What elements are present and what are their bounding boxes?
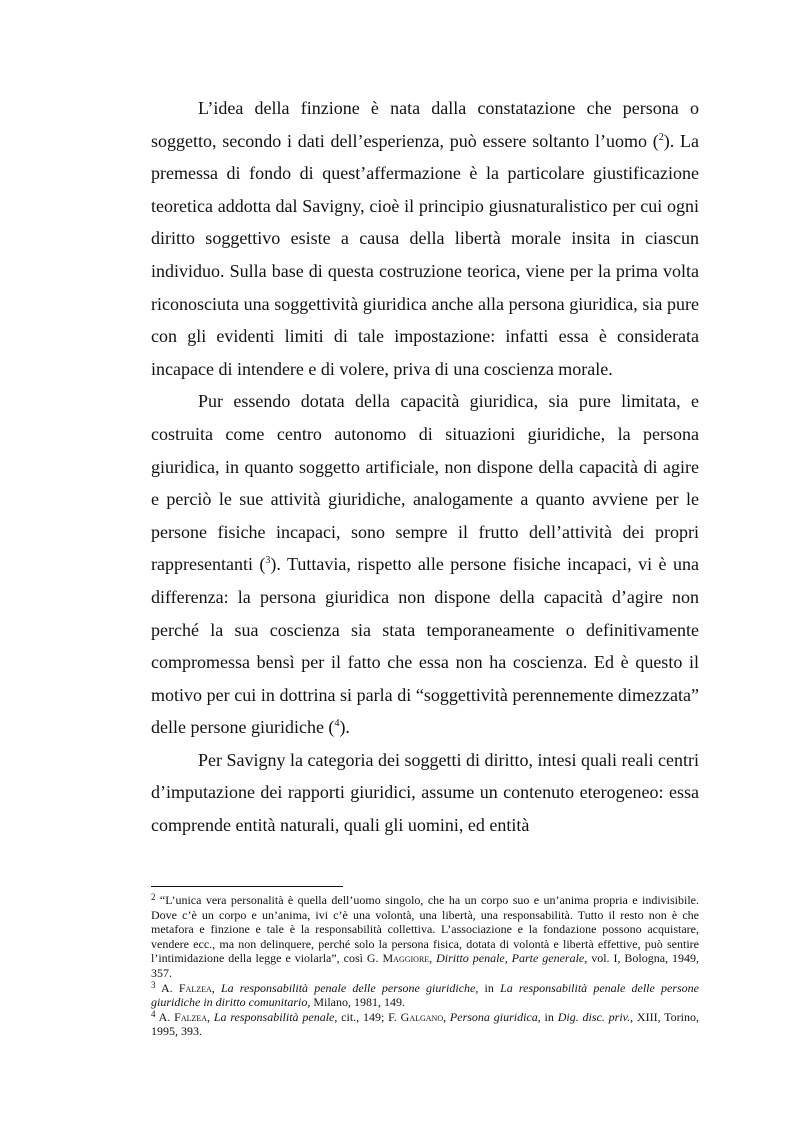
footnote-title: Diritto penale, Parte generale: [436, 951, 585, 966]
footnote-3: $^3$ A. Falzea, La responsabilità penale delle persone giuridiche, in La responsabilità penale delle persone giuridiche in diritto comunitario, Milano, 1981, 149.: [151, 979, 699, 1010]
footnote-title: La responsabilità penale delle persone giuridiche in diritto comunitario: [151, 980, 699, 1010]
footnotes-section: [151, 893, 699, 1039]
main-body-text: [151, 92, 699, 842]
footnote-title: La responsabilità penale delle persone giuridiche,: [220, 980, 479, 995]
footnote-title: La responsabilità penale: [213, 1009, 335, 1024]
footnote-number-4: 4: [151, 1008, 156, 1019]
paragraph-2: Pur essendo dotata della capacità giuridica, sia pure limitata, e costruita come centro autonomo di situazioni giuridiche, la persona giuridica, in quanto soggetto artificiale, non dispone della capacità di agire e perciò le sue attività giuridiche, analogamente a quanto avviene per le persone fisiche incapaci, sono sempre il frutto dell’attività dei propri rappresentanti ($^3$). Tuttavia, rispetto alle persone fisiche incapaci, vi è una differenza: la persona giuridica non dispone della capacità d’agire non perché la sua coscienza sia stata temporaneamente o definitivamente compromessa bensì per il fatto che essa non ha coscienza. Ed è questo il motivo per cui in dottrina si parla di “soggettività perennemente dimezzata” delle persone giuridiche ($^4$).: [151, 391, 699, 738]
footnote-number-3: 3: [151, 979, 156, 990]
footnote-ref-2[interactable]: 2: [658, 131, 664, 143]
footnote-ref-3[interactable]: 3: [265, 555, 271, 567]
paragraph-3: Per Savigny la categoria dei soggetti di diritto, intesi quali reali centri d’imputazione dei rapporti giuridici, assume un contenuto eterogeneo: essa comprende entità naturali, quali gli uomini, ed entità: [151, 749, 699, 836]
paragraph-1: L’idea della finzione è nata dalla constatazione che persona o soggetto, secondo i dati dell’esperienza, può essere soltanto l’uomo ($^2$). La premessa di fondo di quest’affermazione è la particolare giustificazione teoretica addotta dal Savigny, cioè il principio giusnaturalistico per cui ogni diritto soggettivo esiste a causa della libertà morale insita in ciascun individuo. Sulla base di questa costruzione teorica, viene per la prima volta riconosciuta una soggettività giuridica anche alla persona giuridica, sia pure con gli evidenti limiti di tale impostazione: infatti essa è considerata incapace di intendere e di volere, priva di una coscienza morale.: [151, 98, 699, 379]
footnote-2: $^2$ “L’unica vera personalità è quella dell’uomo singolo, che ha un corpo suo e un’anima propria e indivisibile. Dove c’è un corpo e un’anima, ivi c’è una volontà, una libertà, una responsabilità. Tutto il resto non è che metafora e finzione e tale è la responsabilità collettiva. L’associazione e la fondazione possono acquistare, vendere ecc., ma non delinquere, perché solo la persona fisica, dotata di volontà e libertà effettive, può sentire l’intimidazione della legge e violarla”, così G. Maggiore, Diritto penale, Parte generale, vol. I, Bologna, 1949, 357.: [151, 892, 700, 980]
footnote-ref-4[interactable]: 4: [334, 718, 340, 730]
footnote-author: Maggiore: [382, 951, 430, 966]
footnote-number-2: 2: [151, 892, 156, 902]
footnote-author: Falzea: [174, 1009, 208, 1024]
footnote-author: Galgano: [400, 1009, 444, 1024]
footnote-title: Persona giuridica: [449, 1009, 538, 1024]
footnote-4: $^4$ A. Falzea, La responsabilità penale, cit., 149; F. Galgano, Persona giuridica, in Dig. disc. priv., XIII, Torino, 1995, 393.: [151, 1008, 699, 1039]
footnote-title: Dig. disc. priv.: [557, 1009, 631, 1024]
footnote-author: Falzea: [178, 980, 212, 995]
footnote-separator: [151, 886, 343, 887]
